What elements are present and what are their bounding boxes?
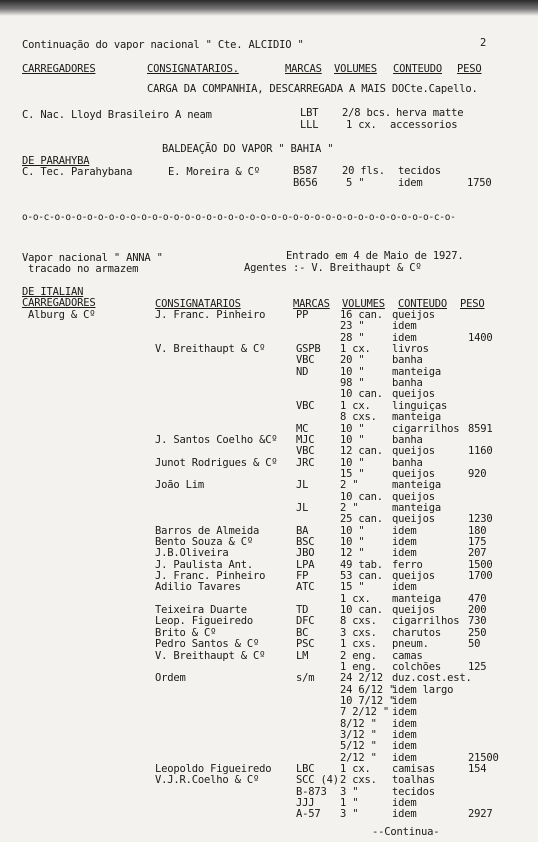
manifest-volume: 1 cx. <box>340 763 371 775</box>
manifest-volume: 24 2/12 <box>340 672 383 685</box>
manifest-content: idem <box>392 706 417 719</box>
manifest-volume: 8 cxs. <box>340 411 377 424</box>
manifest-content: queijos <box>392 490 435 503</box>
manifest-volume: 10 " <box>340 433 365 446</box>
manifest-volume: 12 can. <box>340 445 383 458</box>
manifest-marks: LM <box>296 649 309 662</box>
manifest-marks: B-873 <box>296 785 327 798</box>
continued-note: --Continua- <box>372 826 440 838</box>
manifest-volume: 12 " <box>340 547 365 560</box>
vessel-name: Vapor nacional " ANNA " <box>22 252 163 264</box>
manifest-content: queijos <box>392 309 435 321</box>
manifest-content: tecidos <box>392 785 435 798</box>
manifest-weight: 1400 <box>468 331 493 344</box>
manifest-marks: FP <box>296 570 309 583</box>
manifest-content: idem <box>392 547 417 560</box>
manifest-marks: MC <box>296 422 309 435</box>
manifest-volume: 1 cx. <box>340 399 371 412</box>
manifest-content: charutos <box>392 626 441 639</box>
manifest-content: idem largo <box>392 683 454 696</box>
manifest-marks: BC <box>296 626 309 639</box>
manifest-weight: 21500 <box>468 751 499 764</box>
manifest-marks: s/m <box>296 672 315 685</box>
manifest-volume: 20 " <box>340 354 365 367</box>
manifest-weight: 250 <box>468 626 487 639</box>
manifest-marks: JRC <box>296 456 315 469</box>
manifest-volume: 1 " <box>340 797 359 810</box>
document-title: Continuação do vapor nacional " Cte. ALCIDIO " <box>22 39 304 51</box>
manifest-content: idem <box>392 728 417 741</box>
manifest-marks: ND <box>296 365 309 378</box>
manifest-consignee: Adilio Tavares <box>155 581 241 594</box>
manifest-consignee: Bento Souza & Cº <box>155 536 253 548</box>
section-title: BALDEAÇÃO DO VAPOR " BAHIA " <box>162 143 334 155</box>
manifest-volume: 10 7/12 " <box>340 694 396 707</box>
manifest-weight: 470 <box>468 592 487 605</box>
manifest-volume: 2 " <box>340 501 359 514</box>
manifest-consignee: J.B.Oliveira <box>155 547 229 560</box>
manifest-volume: 10 " <box>340 422 365 435</box>
col-volumes: VOLUMES <box>342 298 385 310</box>
manifest-marks: PP <box>296 309 309 321</box>
manifest-content: queijos <box>392 570 435 583</box>
manifest-content: queijos <box>392 604 435 617</box>
manifest-content: idem <box>392 524 417 537</box>
mark: B656 <box>293 177 318 189</box>
col-marcas: MARCAS <box>293 298 330 310</box>
manifest-volume: 3 cxs. <box>340 626 377 639</box>
mark: LLL <box>300 119 319 131</box>
manifest-volume: 1 cx. <box>340 343 371 356</box>
manifest-volume: 49 tab. <box>340 558 383 571</box>
col-conteudo: CONTEUDO <box>398 298 447 310</box>
col-volumes: VOLUMES <box>334 63 377 75</box>
manifest-consignee: V. Breithaupt & Cº <box>155 343 266 356</box>
manifest-volume: 16 can. <box>340 309 383 321</box>
manifest-consignee: J. Paulista Ant. <box>155 558 253 571</box>
col-carregadores: CARREGADORES <box>22 297 96 309</box>
manifest-content: banha <box>392 456 423 469</box>
manifest-content: idem <box>392 320 417 333</box>
manifest-marks: JL <box>296 479 309 492</box>
manifest-marks: VBC <box>296 354 315 367</box>
manifest-content: pneum. <box>392 638 429 651</box>
manifest-content: manteiga <box>392 411 441 424</box>
col-carregadores: CARREGADORES <box>22 63 96 75</box>
shipper: Alburg & Cº <box>28 309 96 321</box>
manifest-volume: 98 " <box>340 377 365 390</box>
manifest-volume: 1 eng. <box>340 660 377 673</box>
manifest-weight: 1160 <box>468 445 493 458</box>
arrival-date: Entrado em 4 de Maio de 1927. <box>286 250 464 262</box>
manifest-volume: 53 can. <box>340 570 383 583</box>
manifest-marks: PSC <box>296 638 315 651</box>
manifest-volume: 1 cx. <box>340 592 371 605</box>
manifest-content: idem <box>392 740 417 753</box>
col-marcas: MARCAS <box>285 63 322 75</box>
manifest-weight: 200 <box>468 604 487 617</box>
manifest-content: queijos <box>392 467 435 480</box>
manifest-weight: 175 <box>468 536 487 548</box>
manifest-content: idem <box>392 808 417 821</box>
col-consignatarios: CONSIGNATARIOS. <box>147 63 239 75</box>
manifest-content: colchões <box>392 660 441 673</box>
page-number: 2 <box>480 37 487 49</box>
manifest-volume: 3 " <box>340 808 359 821</box>
manifest-content: idem <box>392 536 417 548</box>
manifest-marks: SCC (4) <box>296 774 339 787</box>
manifest-marks: VBC <box>296 445 315 458</box>
manifest-marks: LPA <box>296 558 315 571</box>
mark: B587 <box>293 165 318 177</box>
content: tecidos <box>398 165 441 177</box>
manifest-consignee: Ordem <box>155 672 186 685</box>
manifest-content: toalhas <box>392 774 435 787</box>
manifest-weight: 1700 <box>468 570 493 583</box>
manifest-consignee: V. Breithaupt & Cº <box>155 649 266 662</box>
shipper: C. Tec. Parahybana <box>22 166 133 178</box>
manifest-marks: TD <box>296 604 309 617</box>
manifest-weight: 730 <box>468 615 487 628</box>
manifest-volume: 8/12 " <box>340 717 377 730</box>
manifest-consignee: J. Santos Coelho &Cº <box>155 433 278 446</box>
agents: Agentes :- V. Breithaupt & Cº <box>244 262 422 274</box>
manifest-volume: 3 " <box>340 785 359 798</box>
manifest-volume: 10 " <box>340 365 365 378</box>
manifest-content: manteiga <box>392 592 441 605</box>
manifest-content: idem <box>392 717 417 730</box>
manifest-weight: 2927 <box>468 808 493 821</box>
manifest-weight: 50 <box>468 638 481 651</box>
col-conteudo: CONTEUDO <box>393 63 442 75</box>
manifest-content: ferro <box>392 558 423 571</box>
manifest-marks: ATC <box>296 581 315 594</box>
manifest-content: queijos <box>392 388 435 401</box>
manifest-consignee: J. Franc. Pinheiro <box>155 309 266 321</box>
manifest-consignee: Junot Rodrigues & Cº <box>155 456 278 469</box>
manifest-marks: JL <box>296 501 309 514</box>
manifest-consignee: Leopoldo Figueiredo <box>155 763 272 775</box>
manifest-content: cigarrilhos <box>392 422 460 435</box>
col-peso: PESO <box>460 298 485 310</box>
manifest-weight: 180 <box>468 524 487 537</box>
manifest-consignee: Leop. Figueiredo <box>155 615 253 628</box>
manifest-content: idem <box>392 581 417 594</box>
manifest-weight: 154 <box>468 763 487 775</box>
manifest-marks: DFC <box>296 615 315 628</box>
mark: LBT <box>300 107 319 119</box>
manifest-content: manteiga <box>392 479 441 492</box>
manifest-content: banha <box>392 433 423 446</box>
manifest-consignee: Barros de Almeida <box>155 524 260 537</box>
manifest-content: idem <box>392 751 417 764</box>
manifest-volume: 2/12 " <box>340 751 377 764</box>
manifest-content: camisas <box>392 763 435 775</box>
manifest-marks: MJC <box>296 433 315 446</box>
manifest-volume: 3/12 " <box>340 728 377 741</box>
manifest-consignee: J. Franc. Pinheiro <box>155 570 266 583</box>
manifest-volume: 2 cxs. <box>340 774 377 787</box>
manifest-marks: JJJ <box>296 797 315 810</box>
manifest-content: idem <box>392 797 417 810</box>
volume: 5 " <box>346 177 365 189</box>
manifest-weight: 1230 <box>468 513 493 526</box>
cargo-subtitle: CARGA DA COMPANHIA, DESCARREGADA A MAIS DOCte.Capello. <box>147 83 478 95</box>
manifest-volume: 15 " <box>340 581 365 594</box>
volume: 1 cx. <box>346 119 377 131</box>
manifest-weight: 207 <box>468 547 487 560</box>
manifest-content: linguiças <box>392 399 448 412</box>
manifest-volume: 2 eng. <box>340 649 377 662</box>
manifest-content: livros <box>392 343 429 356</box>
manifest-marks: GSPB <box>296 343 321 356</box>
manifest-weight: 1500 <box>468 558 493 571</box>
manifest-marks: JBO <box>296 547 315 560</box>
manifest-marks: LBC <box>296 763 315 775</box>
separator-line: o-o-c-o-o-o-o-o-o-o-o-o-o-o-o-o-o-o-o-o-o-o-o-o-o-o-o-o-o-o-o-o-o-o-o-o-o-o-c-o- <box>22 212 456 223</box>
manifest-content: banha <box>392 354 423 367</box>
manifest-content: queijos <box>392 445 435 458</box>
manifest-marks: VBC <box>296 399 315 412</box>
manifest-volume: 7 2/12 " <box>340 706 389 719</box>
manifest-volume: 24 6/12 " <box>340 683 396 696</box>
manifest-consignee: Pedro Santos & Cº <box>155 638 260 651</box>
manifest-content: idem <box>392 331 417 344</box>
content: idem <box>398 177 423 189</box>
col-consignatarios: CONSIGNATARIOS <box>155 298 241 310</box>
manifest-marks: BA <box>296 524 309 537</box>
manifest-volume: 2 " <box>340 479 359 492</box>
consignee: E. Moreira & Cº <box>168 166 260 178</box>
scan-edge <box>0 0 538 16</box>
manifest-content: camas <box>392 649 423 662</box>
manifest-content: idem <box>392 694 417 707</box>
manifest-consignee: Teixeira Duarte <box>155 604 247 617</box>
manifest-weight: 8591 <box>468 422 493 435</box>
manifest-content: queijos <box>392 513 435 526</box>
manifest-consignee: V.J.R.Coelho & Cº <box>155 774 260 787</box>
volume: 2/8 bcs. <box>342 107 391 119</box>
manifest-volume: 1 cxs. <box>340 638 377 651</box>
content: herva matte <box>396 107 464 119</box>
manifest-volume: 28 " <box>340 331 365 344</box>
col-peso: PESO <box>457 63 482 75</box>
volume: 20 fls. <box>342 165 385 177</box>
manifest-volume: 10 " <box>340 456 365 469</box>
manifest-content: duz.cost.est. <box>392 672 472 685</box>
manifest-volume: 5/12 " <box>340 740 377 753</box>
manifest-content: manteiga <box>392 501 441 514</box>
manifest-volume: 10 " <box>340 536 365 548</box>
manifest-volume: 23 " <box>340 320 365 333</box>
manifest-volume: 15 " <box>340 467 365 480</box>
manifest-content: cigarrilhos <box>392 615 460 628</box>
manifest-volume: 10 can. <box>340 490 383 503</box>
manifest-weight: 125 <box>468 660 487 673</box>
manifest-weight: 920 <box>468 467 487 480</box>
manifest-marks: A-57 <box>296 808 321 821</box>
origin-heading: DE ITALIAN <box>22 286 84 298</box>
manifest-volume: 10 can. <box>340 604 383 617</box>
manifest-volume: 10 can. <box>340 388 383 401</box>
shipper: C. Nac. Lloyd Brasileiro A neam <box>22 109 212 121</box>
warehouse-note: tracado no armazem <box>28 263 139 275</box>
manifest-consignee: Brito & Cº <box>155 626 217 639</box>
manifest-volume: 25 can. <box>340 513 383 526</box>
manifest-volume: 8 cxs. <box>340 615 377 628</box>
content: accessorios <box>390 119 458 131</box>
manifest-marks: BSC <box>296 536 315 548</box>
weight: 1750 <box>467 177 492 189</box>
manifest-content: manteiga <box>392 365 441 378</box>
origin-heading: DE PARAHYBA <box>22 155 90 167</box>
manifest-content: banha <box>392 377 423 390</box>
manifest-volume: 10 " <box>340 524 365 537</box>
manifest-consignee: João Lim <box>155 479 204 492</box>
